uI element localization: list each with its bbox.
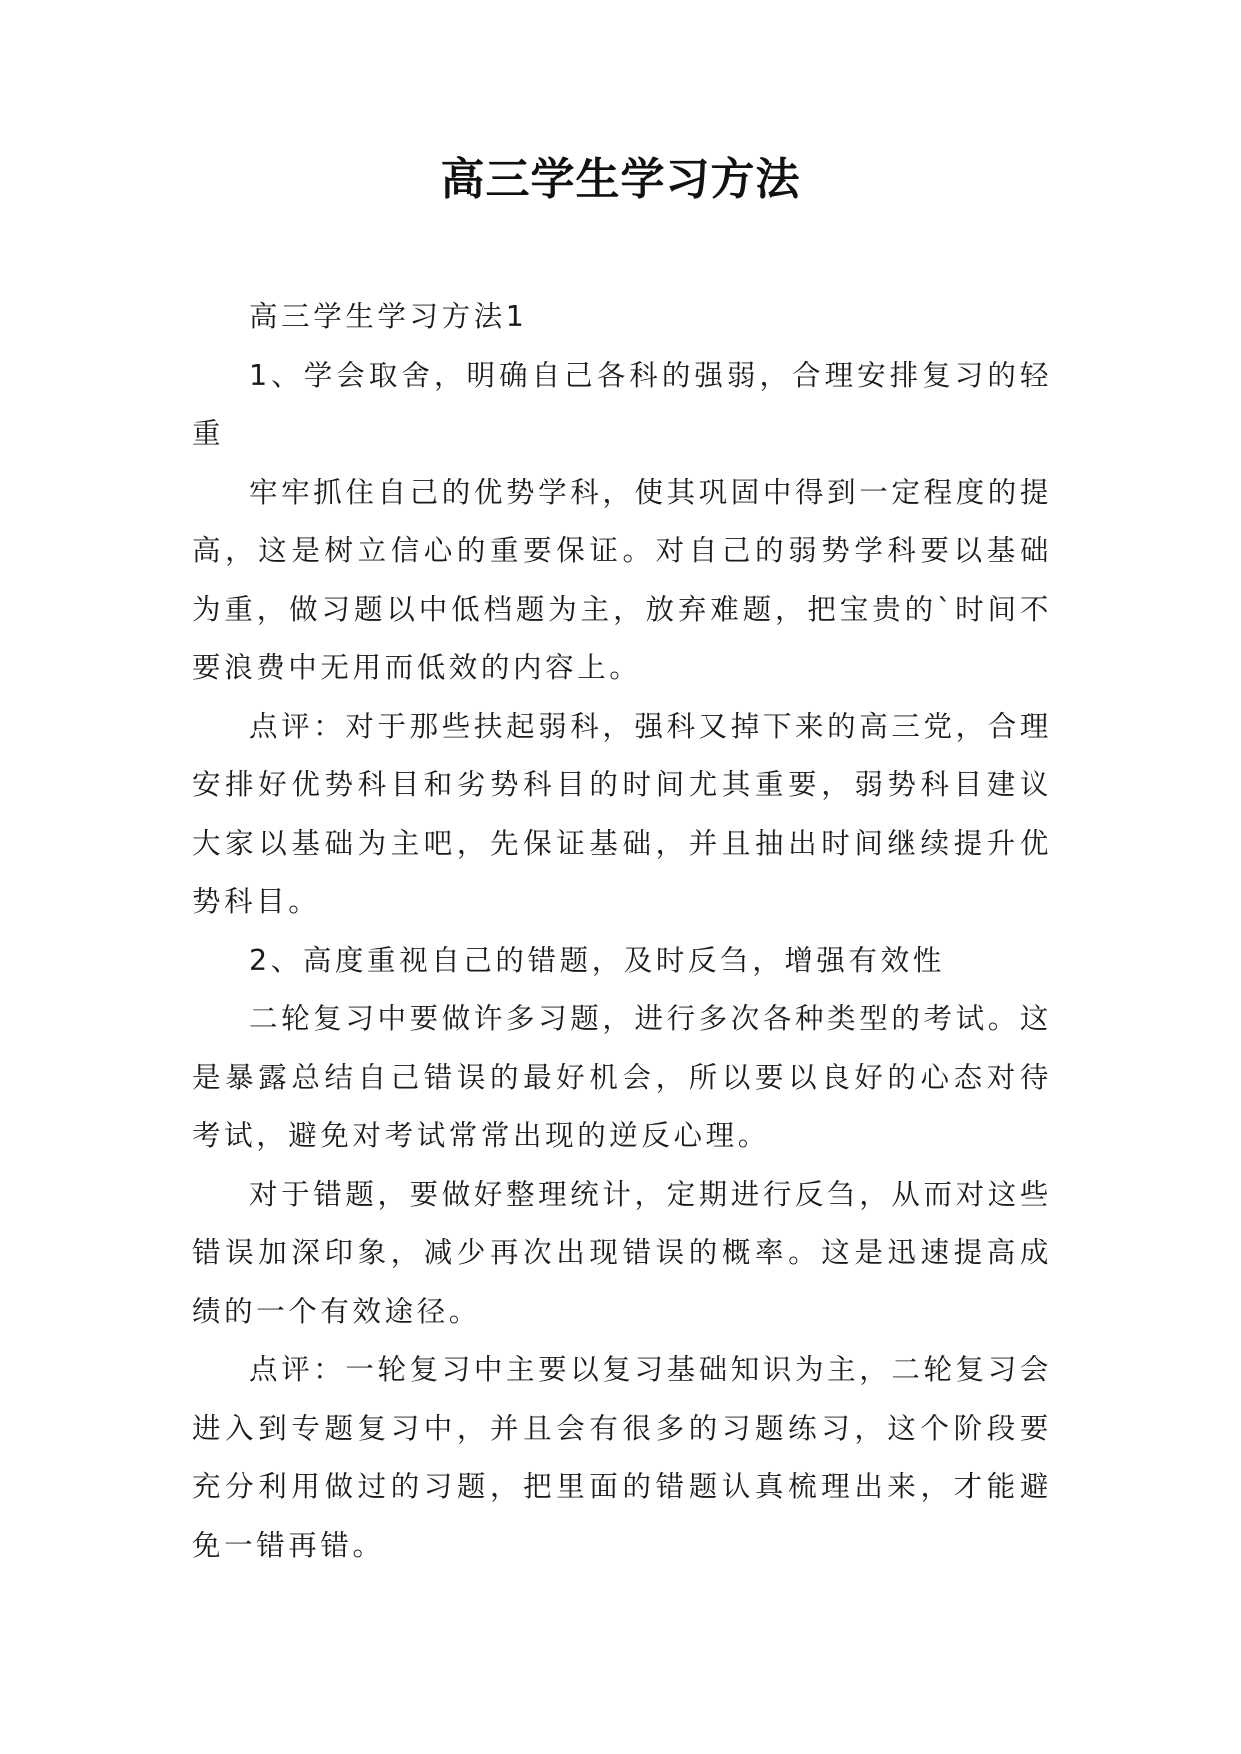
body-paragraph: 牢牢抓住自己的优势学科，使其巩固中得到一定程度的提高，这是树立信心的重要保证。对自己的弱势学科要以基础为重，做习题以中低档题为主，放弃难题，把宝贵的`时间不要浪费中无用而低效的内容上。 — [192, 475, 1052, 684]
document-body — [192, 288, 1052, 1575]
comment-paragraph: 点评：一轮复习中主要以复习基础知识为主，二轮复习会进入到专题复习中，并且会有很多的习题练习，这个阶段要充分利用做过的习题，把里面的错题认真梳理出来，才能避免一错再错。 — [192, 1353, 1052, 1562]
point-heading-2: 2、高度重视自己的错题，及时反刍，增强有效性 — [249, 943, 945, 977]
document-title: 高三学生学习方法 — [440, 154, 801, 205]
point-heading-1: 1、学会取舍，明确自己各科的强弱，合理安排复习的轻重 — [192, 358, 1052, 450]
body-paragraph: 二轮复习中要做许多习题，进行多次各种类型的考试。这是暴露总结自己错误的最好机会，所以要以良好的心态对待考试，避免对考试常常出现的逆反心理。 — [192, 1002, 1052, 1152]
body-paragraph: 对于错题，要做好整理统计，定期进行反刍，从而对这些错误加深印象，减少再次出现错误的概率。这是迅速提高成绩的一个有效途径。 — [192, 1177, 1052, 1328]
section-heading: 高三学生学习方法1 — [249, 300, 528, 333]
comment-paragraph: 点评：对于那些扶起弱科，强科又掉下来的高三党，合理安排好优势科目和劣势科目的时间尤其重要，弱势科目建议大家以基础为主吧，先保证基础，并且抽出时间继续提升优势科目。 — [192, 709, 1052, 918]
